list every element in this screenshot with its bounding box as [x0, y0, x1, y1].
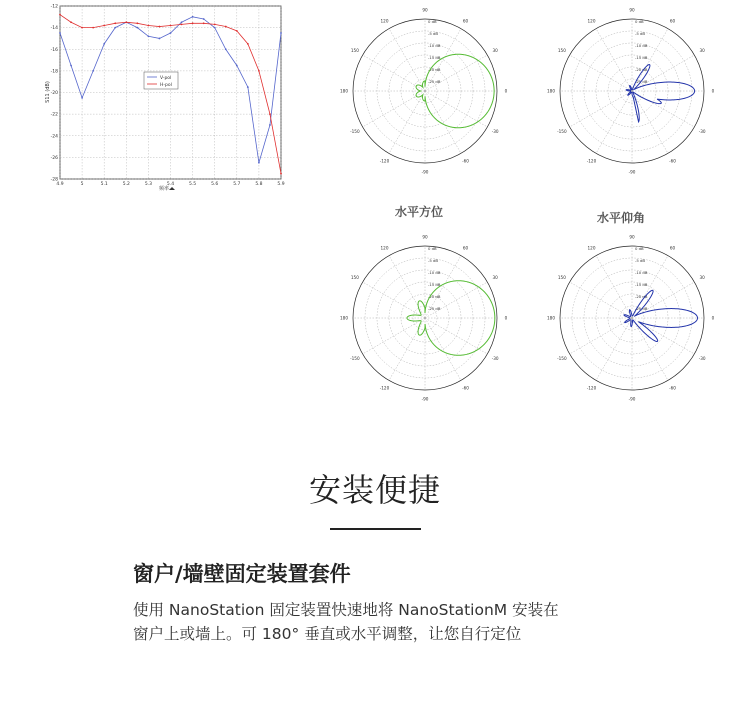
polar-spoke — [425, 91, 461, 153]
polar-angle-label: -60 — [669, 385, 676, 391]
y-tick-label: -16 — [50, 47, 58, 53]
polar-ring-label: -5 dB — [428, 258, 439, 263]
y-tick-label: -18 — [50, 69, 58, 75]
data-point — [92, 70, 94, 72]
x-axis-marker-icon — [169, 187, 175, 190]
data-point — [159, 26, 161, 28]
legend-v-pol: V-pol — [160, 76, 172, 81]
y-tick-label: -14 — [50, 26, 58, 32]
polar-ring-label: -20 dB — [428, 294, 441, 299]
polar-angle-label: 90 — [629, 234, 635, 240]
data-point — [247, 43, 249, 45]
y-tick-label: -12 — [50, 4, 58, 10]
legend — [144, 72, 178, 89]
polar-angle-label: 150 — [350, 275, 359, 280]
x-tick-label: 5.7 — [233, 182, 241, 187]
x-tick-label: 5.6 — [211, 182, 219, 187]
polar-spoke — [363, 55, 425, 91]
data-point — [258, 162, 260, 164]
polar-spoke — [570, 282, 632, 318]
data-point — [170, 32, 172, 34]
x-tick-label: 5.5 — [189, 182, 197, 187]
polar-angle-label: 60 — [462, 18, 469, 24]
data-point — [181, 21, 183, 23]
data-point — [103, 25, 105, 27]
polar-plot-top-left — [335, 5, 515, 177]
polar-angle-label: 30 — [699, 48, 705, 53]
x-tick-label: 4.9 — [56, 182, 64, 187]
polar-ring-label: -15 dB — [635, 282, 648, 287]
polar-angle-label: 60 — [669, 18, 676, 24]
data-point — [148, 25, 150, 27]
polar-angle-label: 0 — [504, 315, 508, 321]
polar-angle-label: 90 — [629, 7, 635, 13]
polar-ring-label: -25 dB — [428, 79, 441, 84]
polar-angle-label: 90 — [422, 234, 428, 240]
polar-ring-label: -10 dB — [635, 43, 648, 48]
polar-plot-bottom-left — [335, 232, 515, 404]
polar-ring-label: -25 dB — [428, 306, 441, 311]
data-point — [258, 70, 260, 72]
polar-angle-label: 0 — [504, 88, 508, 94]
polar-ring-label: -10 dB — [428, 270, 441, 275]
polar-angle-label: -60 — [462, 385, 469, 391]
data-point — [59, 32, 61, 34]
polar-angle-label: 150 — [350, 48, 359, 53]
polar-angle-label: 150 — [557, 48, 566, 53]
polar-spoke — [363, 282, 425, 318]
legend-h-pol: H-pol — [160, 83, 172, 88]
y-tick-label: -26 — [50, 155, 58, 161]
x-tick-label: 5.8 — [255, 182, 263, 187]
data-point — [225, 48, 227, 50]
data-point — [136, 27, 138, 29]
data-point — [236, 30, 238, 32]
data-point — [70, 21, 72, 23]
polar-angle-label: -60 — [669, 158, 676, 164]
data-point — [136, 22, 138, 24]
data-point — [225, 26, 227, 28]
polar-angle-label: 30 — [699, 275, 705, 280]
y-tick-label: -20 — [50, 91, 58, 96]
data-point — [70, 65, 72, 67]
polar-angle-label: 120 — [587, 245, 596, 251]
polar-angle-label: -150 — [350, 129, 360, 134]
polar-angle-label: -90 — [421, 169, 429, 175]
data-point — [114, 27, 116, 29]
polar-plot-top-right — [542, 5, 722, 177]
data-point — [280, 32, 282, 34]
x-tick-label: 5.9 — [277, 182, 285, 187]
polar-angle-label: -90 — [628, 396, 636, 402]
polar-angle-label: -150 — [557, 129, 567, 134]
polar-angle-label: 0 — [711, 88, 715, 94]
polar-angle-label: 0 — [711, 315, 715, 321]
polar-ring-label: -25 dB — [635, 306, 648, 311]
data-point — [125, 21, 127, 23]
polar-angle-label: 180 — [340, 88, 348, 94]
data-point — [203, 22, 205, 24]
pattern-trace — [626, 65, 695, 122]
polar-angle-label: -60 — [462, 158, 469, 164]
polar-angle-label: -150 — [557, 356, 567, 361]
polar-angle-label: -30 — [491, 356, 499, 361]
y-tick-label: -28 — [50, 177, 58, 183]
polar-ring-label: -15 dB — [428, 282, 441, 287]
polar-angle-label: -120 — [379, 158, 390, 164]
data-point — [170, 25, 172, 27]
y-tick-label: -24 — [50, 134, 58, 140]
polar-ring-label: -10 dB — [635, 270, 648, 275]
data-point — [192, 16, 194, 18]
polar-angle-label: 30 — [492, 275, 498, 280]
polar-ring-label: -10 dB — [428, 43, 441, 48]
x-tick-label: 5.3 — [144, 182, 152, 187]
data-point — [148, 35, 150, 37]
polar-angle-label: 180 — [547, 315, 555, 321]
polar-ring-label: -20 dB — [428, 67, 441, 72]
caption-horizontal-elevation: 水平仰角 — [597, 211, 646, 225]
polar-angle-label: -30 — [491, 129, 499, 134]
kit-description — [133, 598, 633, 646]
polar-angle-label: 120 — [380, 245, 389, 251]
polar-ring-label: -25 dB — [635, 79, 648, 84]
polar-angle-label: 30 — [492, 48, 498, 53]
data-point — [103, 43, 105, 45]
data-point — [214, 23, 216, 25]
data-point — [269, 113, 271, 115]
polar-ring-label: -15 dB — [635, 55, 648, 60]
data-point — [203, 18, 205, 20]
polar-ring-label: -20 dB — [635, 294, 648, 299]
section-divider — [330, 528, 421, 530]
data-point — [269, 124, 271, 126]
data-point — [181, 23, 183, 25]
polar-spoke — [389, 29, 425, 91]
data-point — [192, 22, 194, 24]
data-point — [114, 22, 116, 24]
polar-angle-label: -120 — [379, 385, 390, 391]
polar-ring-label: 0 dB — [635, 246, 644, 251]
polar-angle-label: -120 — [586, 158, 597, 164]
polar-angle-label: -30 — [698, 356, 706, 361]
polar-angle-label: 90 — [422, 7, 428, 13]
polar-ring-label: -5 dB — [635, 31, 646, 36]
polar-ring-label: -15 dB — [428, 55, 441, 60]
polar-ring-label: -5 dB — [428, 31, 439, 36]
x-tick-label: 5 — [80, 182, 84, 187]
polar-spoke — [596, 29, 632, 91]
section-title: 安装便捷 — [308, 471, 441, 509]
polar-ring-label: 0 dB — [428, 19, 437, 24]
polar-angle-label: 180 — [340, 315, 348, 321]
x-tick-label: 5.1 — [100, 182, 108, 187]
pattern-trace — [407, 281, 495, 356]
polar-angle-label: 120 — [587, 18, 596, 24]
polar-angle-label: -30 — [698, 129, 706, 134]
data-point — [59, 14, 61, 16]
kit-description-line-2: 窗户上或墙上。可 180° 垂直或水平调整，让您自行定位 — [133, 625, 522, 643]
polar-ring-label: -5 dB — [635, 258, 646, 263]
polar-angle-label: -120 — [586, 385, 597, 391]
data-point — [159, 38, 161, 40]
data-point — [81, 97, 83, 99]
polar-angle-label: -90 — [421, 396, 429, 402]
polar-angle-label: -90 — [628, 169, 636, 175]
x-tick-label: 5.4 — [166, 182, 175, 187]
polar-angle-label: 150 — [557, 275, 566, 280]
polar-spoke — [425, 318, 461, 380]
caption-horizontal-azimuth: 水平方位 — [395, 205, 444, 219]
polar-plot-bottom-right — [542, 232, 722, 404]
data-point — [247, 86, 249, 88]
polar-angle-label: -150 — [350, 356, 360, 361]
polar-spoke — [570, 55, 632, 91]
polar-ring-label: 0 dB — [635, 19, 644, 24]
polar-angle-label: 60 — [669, 245, 676, 251]
data-point — [280, 173, 282, 175]
x-tick-label: 5.2 — [122, 182, 130, 187]
data-point — [92, 27, 94, 29]
data-point — [236, 65, 238, 67]
x-axis-label: 频率 — [158, 186, 170, 192]
polar-ring-label: -20 dB — [635, 67, 648, 72]
kit-description-line-1: 使用 NanoStation 固定装置快速地将 NanoStationM 安装在 — [133, 601, 559, 619]
polar-angle-label: 60 — [462, 245, 469, 251]
data-point — [214, 27, 216, 29]
y-axis-label: S11 (dB) — [45, 81, 51, 103]
y-tick-label: -22 — [50, 112, 58, 118]
polar-angle-label: 120 — [380, 18, 389, 24]
data-point — [81, 27, 83, 29]
polar-ring-label: 0 dB — [428, 246, 437, 251]
polar-spoke — [632, 282, 694, 318]
polar-spoke — [632, 91, 668, 153]
kit-title: 窗户/墙壁固定装置套件 — [133, 562, 351, 586]
polar-spoke — [425, 282, 487, 318]
polar-angle-label: 180 — [547, 88, 555, 94]
s11-line-chart — [44, 0, 290, 196]
